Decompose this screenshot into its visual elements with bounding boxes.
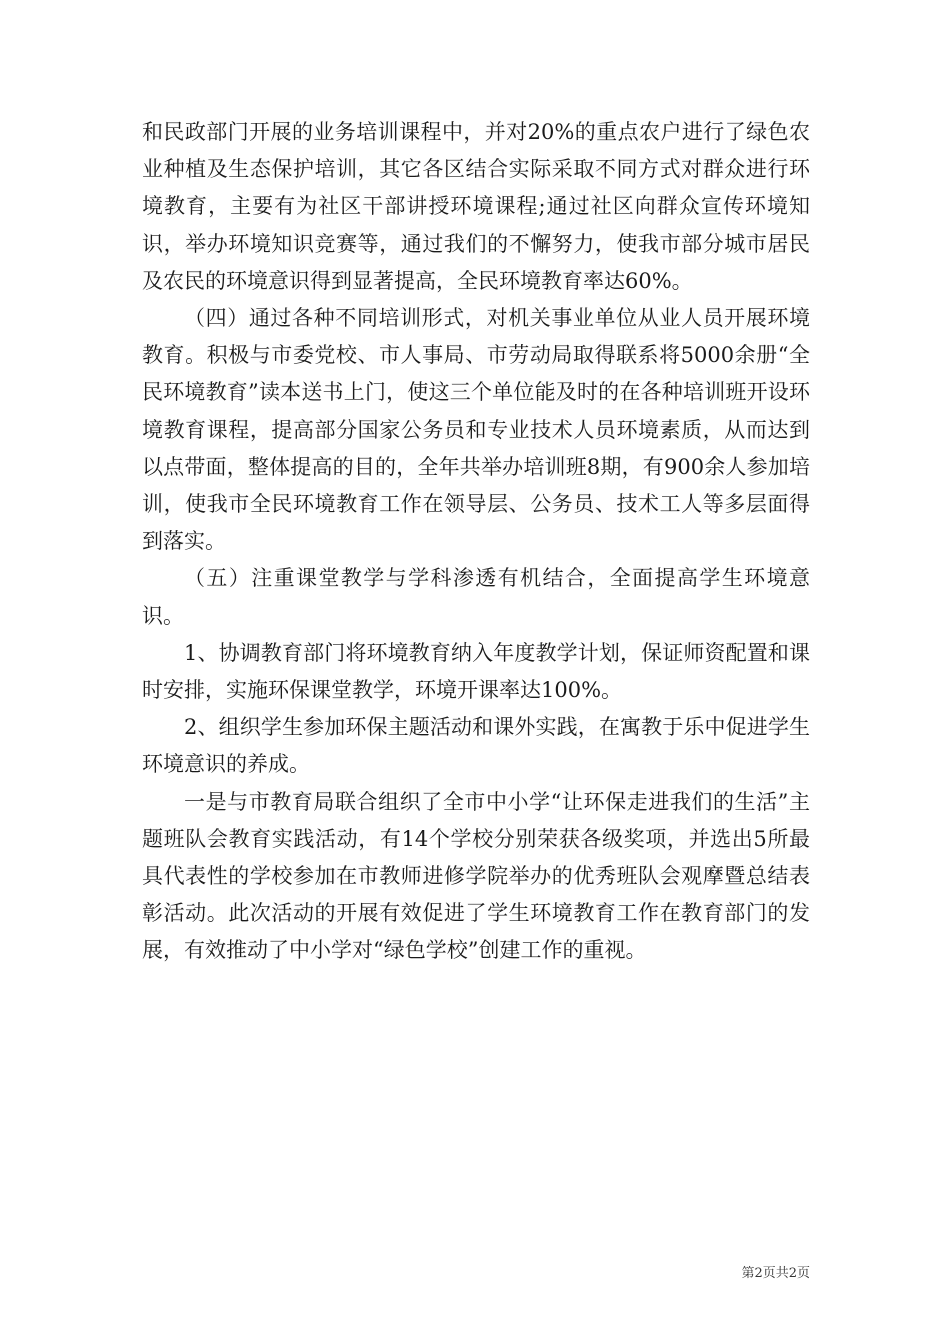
paragraph-continuation: 和民政部门开展的业务培训课程中，并对20%的重点农户进行了绿色农业种植及生态保护培训，其它各区结合实际采取不同方式对群众进行环境教育，主要有为社区干部讲授环境课程;通过社区向群众宣传环境知识，举办环境知识竞赛等，通过我们的不懈努力，使我市部分城市居民及农民的环境意识得到显著提高，全民环境教育率达60%。 — [142, 120, 810, 293]
paragraph-item-two: 2、组织学生参加环保主题活动和课外实践，在寓教于乐中促进学生环境意识的养成。 — [142, 715, 810, 777]
page-number-footer: 第2页共2页 — [741, 1266, 810, 1281]
paragraph-activity-one: 一是与市教育局联合组织了全市中小学“让环保走进我们的生活”主题班队会教育实践活动，有14个学校分别荣获各级奖项，并选出5所最具代表性的学校参加在市教师进修学院举办的优秀班队会观摩暨总结表彰活动。此次活动的开展有效促进了学生环境教育工作在教育部门的发展，有效推动了中小学对“绿色学校”创建工作的重视。 — [142, 789, 810, 963]
paragraph-section-five: （五）注重课堂教学与学科渗透有机结合，全面提高学生环境意识。 — [142, 566, 810, 628]
document-body — [142, 114, 810, 970]
paragraph-section-four: （四）通过各种不同培训形式，对机关事业单位从业人员开展环境教育。积极与市委党校、市人事局、市劳动局取得联系将5000余册“全民环境教育”读本送书上门，使这三个单位能及时的在各种培训班开设环境教育课程，提高部分国家公务员和专业技术人员环境素质，从而达到以点带面，整体提高的目的，全年共举办培训班8期，有900余人参加培训，使我市全民环境教育工作在领导层、公务员、技术工人等多层面得到落实。 — [142, 306, 810, 554]
paragraph-item-one: 1、协调教育部门将环境教育纳入年度教学计划，保证师资配置和课时安排，实施环保课堂教学，环境开课率达100%。 — [142, 640, 810, 703]
